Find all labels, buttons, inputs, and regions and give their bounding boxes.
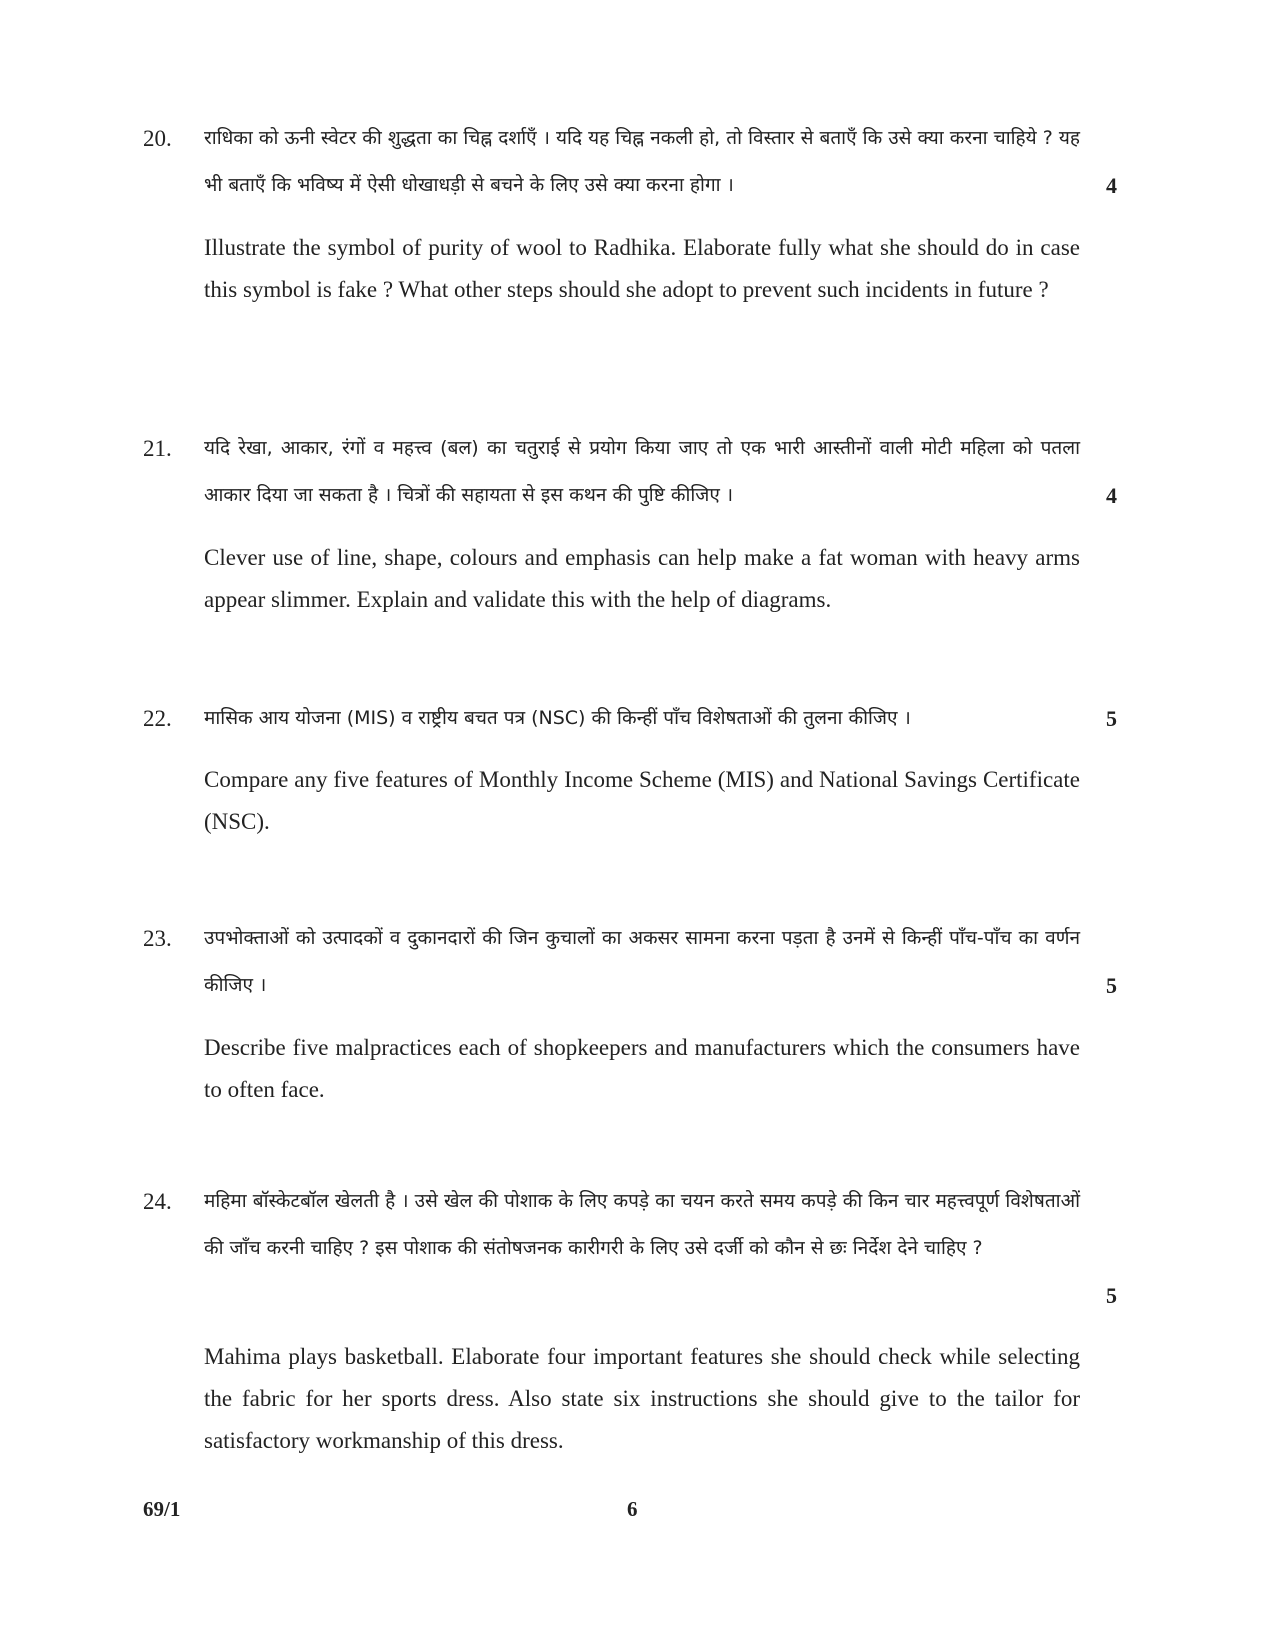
question-marks: 5 [1106, 1283, 1117, 1308]
question-text-english: Describe five malpractices each of shopkeepers and manufacturers which the consumers have to often face. [204, 1035, 1080, 1102]
question-text-english: Clever use of line, shape, colours and emphasis can help make a fat woman with heavy arms appear slimmer. Explain and validate this with the help of diagrams. [204, 545, 1080, 612]
question-number: 24. [143, 1189, 172, 1214]
question-number: 23. [143, 926, 172, 951]
question-marks: 5 [1106, 706, 1117, 731]
question-marks: 5 [1106, 973, 1117, 998]
question-text-hindi: राधिका को ऊनी स्वेटर की शुद्धता का चिह्न दर्शाएँ । यदि यह चिह्न नकली हो, तो विस्तार से बताएँ कि उसे क्या करना चाहिये ? यह भी बताएँ कि भविष्य में ऐसी धोखाधड़ी से बचने के लिए उसे क्या करना होगा । [204, 127, 1080, 196]
question-text-hindi: उपभोक्ताओं को उत्पादकों व दुकानदारों की जिन कुचालों का अकसर सामना करना पड़ता है उनमें से किन्हीं पाँच-पाँच का वर्णन कीजिए । [204, 927, 1080, 996]
question-text-english: Illustrate the symbol of purity of wool to Radhika. Elaborate fully what she should do in case this symbol is fake ? What other steps should she adopt to prevent such incidents in future ? [204, 235, 1080, 302]
question-text-hindi: मासिक आय योजना (MIS) व राष्ट्रीय बचत पत्र (NSC) की किन्हीं पाँच विशेषताओं की तुलना कीजिए । [204, 707, 911, 729]
question-number: 21. [143, 436, 172, 461]
question-text-hindi: महिमा बॉस्केटबॉल खेलती है । उसे खेल की पोशाक के लिए कपड़े का चयन करते समय कपड़े की किन चार महत्त्वपूर्ण विशेषताओं की जाँच करनी चाहिए ? इस पोशाक की संतोषजनक कारीगरी के लिए उसे दर्जी को कौन से छः निर्देश देने चाहिए ? [204, 1190, 1080, 1259]
question-marks: 4 [1106, 483, 1117, 508]
question-marks: 4 [1106, 173, 1117, 198]
question-number: 22. [143, 706, 172, 731]
question-text-english: Mahima plays basketball. Elaborate four important features she should check while selecting the fabric for her sports dress. Also state six instructions she should give to the tailor for satisfactory workmanship of this dress. [204, 1344, 1080, 1453]
question-number: 20. [143, 126, 172, 151]
question-text-hindi: यदि रेखा, आकार, रंगों व महत्त्व (बल) का चतुराई से प्रयोग किया जाए तो एक भारी आस्तीनों वाली मोटी महिला को पतला आकार दिया जा सकता है । चित्रों की सहायता से इस कथन की पुष्टि कीजिए । [204, 437, 1080, 506]
question-text-english: Compare any five features of Monthly Income Scheme (MIS) and National Savings Certificate (NSC). [204, 767, 1080, 834]
paper-code: 69/1 [143, 1497, 181, 1521]
page-number: 6 [627, 1497, 638, 1521]
